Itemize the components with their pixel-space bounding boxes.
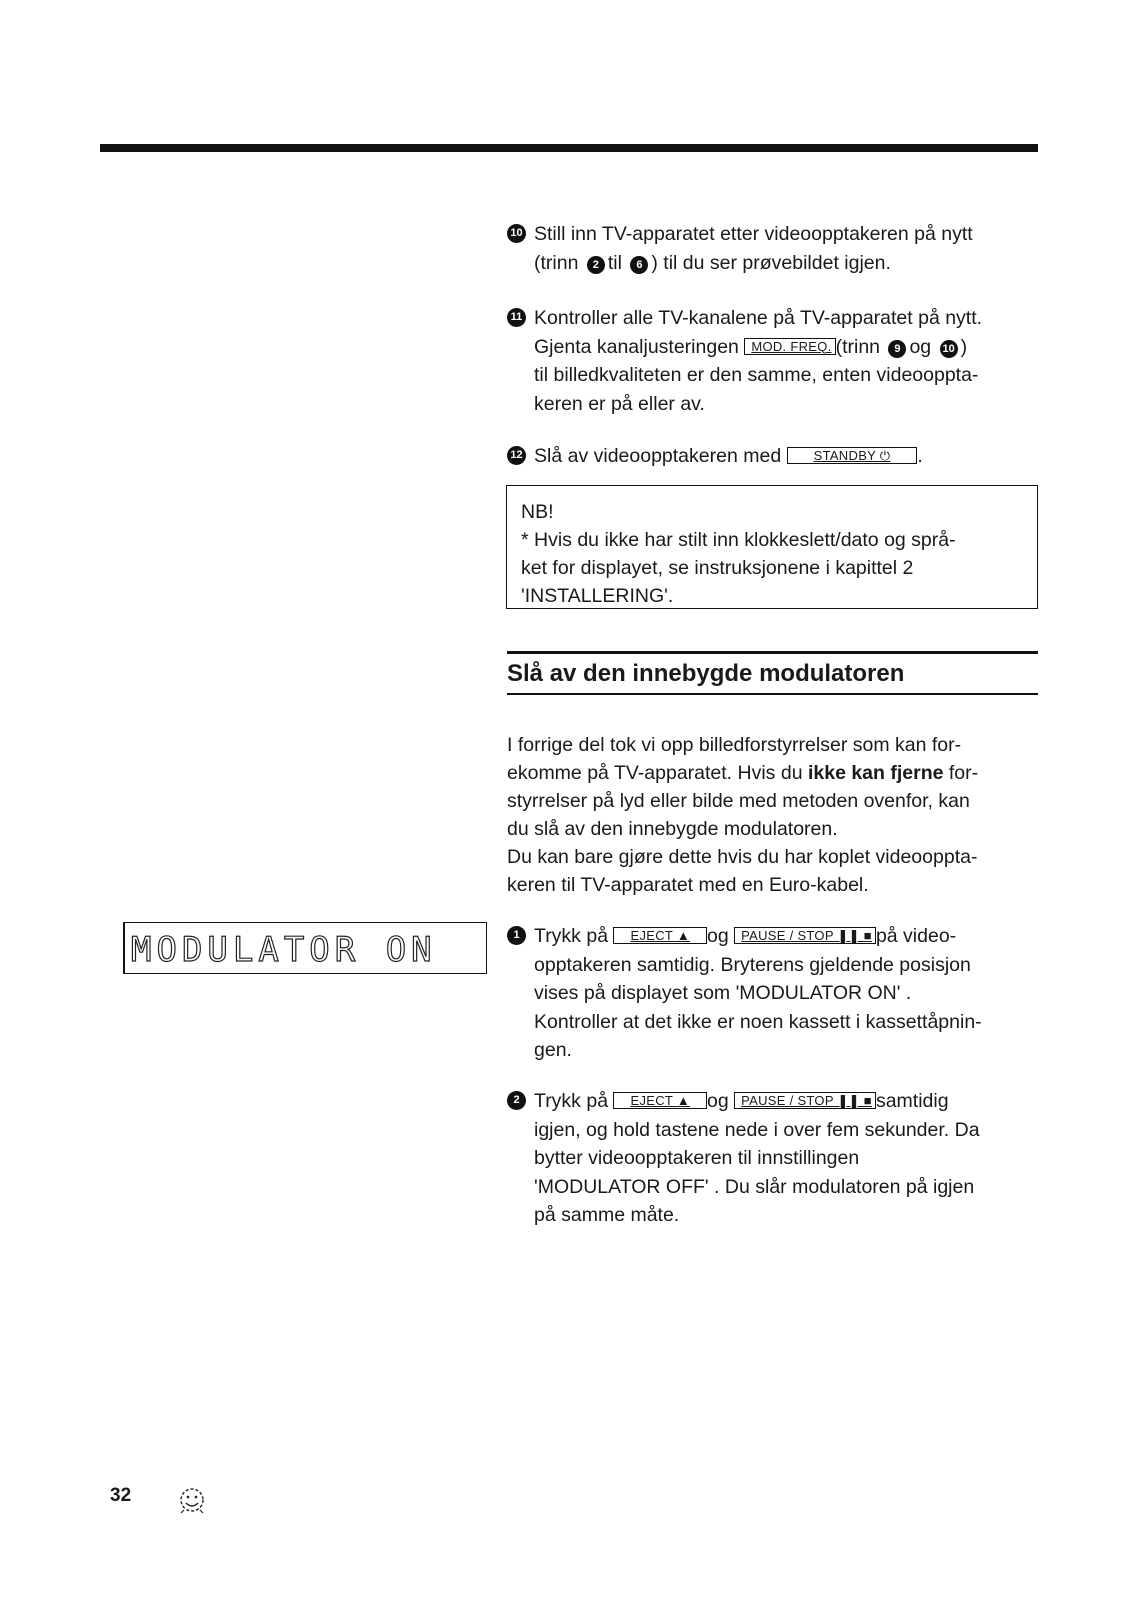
section-rule-bottom xyxy=(507,693,1038,695)
section-rule-top xyxy=(507,651,1038,654)
step-11 xyxy=(507,304,1042,418)
standby-key-label: STANDBY ⏻ xyxy=(787,447,918,464)
note-box xyxy=(506,485,1038,609)
section-title: Slå av den innebygde modulatoren xyxy=(507,660,905,687)
step-reference-badge: 2 xyxy=(587,256,605,274)
step-text: Kontroller alle TV-kanalene på TV-apparatet på nytt. Gjenta kanaljusteringen MOD. FREQ. (trinn 9 og 10 ) til billedkvaliteten er den samme, enten videooppta- keren er på eller av. xyxy=(534,307,983,415)
step-text: Trykk på EJECT ▲ og PAUSE / STOP ❚❚ ■ samtidig igjen, og hold tastene nede i over fem sekunder. Da bytter videoopptakeren til innstillingen 'MODULATOR OFF' . Du slår modulatoren på igjen på samme måte. xyxy=(534,1090,980,1226)
step-number-badge: 11 xyxy=(507,308,526,327)
pause-stop-key-label: PAUSE / STOP ❚❚ ■ xyxy=(734,1092,876,1109)
display-readout: MODULATOR ON xyxy=(131,930,437,970)
step-1 xyxy=(507,922,1042,1065)
page-number: 32 xyxy=(110,1485,132,1506)
step-12 xyxy=(507,442,1042,471)
step-text: Still inn TV-apparatet etter videoopptakeren på nytt (trinn 2 til 6 ) til du ser prøvebildet igjen. xyxy=(534,223,973,274)
step-2 xyxy=(507,1087,1042,1230)
eject-key-label: EJECT ▲ xyxy=(613,927,707,944)
mod-freq-key-label: MOD. FREQ. xyxy=(744,338,835,355)
step-10 xyxy=(507,220,1042,277)
step-number-badge: 10 xyxy=(507,224,526,243)
note-title: NB! xyxy=(521,501,554,523)
step-reference-badge: 9 xyxy=(888,340,906,358)
step-reference-badge: 10 xyxy=(940,340,958,358)
vcr-display-illustration xyxy=(123,922,487,974)
top-rule xyxy=(100,144,1038,152)
emphasis-text: ikke kan fjerne xyxy=(807,762,944,784)
note-line: * Hvis du ikke har stilt inn klokkeslett/dato og språ- xyxy=(521,529,956,551)
eject-key-label: EJECT ▲ xyxy=(613,1092,707,1109)
step-text: Slå av videoopptakeren med STANDBY ⏻ . xyxy=(534,445,923,467)
note-line: 'INSTALLERING'. xyxy=(521,585,674,607)
pause-stop-key-label: PAUSE / STOP ❚❚ ■ xyxy=(734,927,876,944)
segment-display xyxy=(125,923,487,973)
step-text: Trykk på EJECT ▲ og PAUSE / STOP ❚❚ ■ på video- opptakeren samtidig. Bryterens gjeldende posisjon vises på displayet som 'MODULATOR ON' . Kontroller at det ikke er noen kassett i kassettåpnin- gen. xyxy=(534,925,982,1061)
step-number-badge: 12 xyxy=(507,446,526,465)
smiley-face-icon xyxy=(176,1484,210,1518)
note-line: ket for displayet, se instruksjonene i kapittel 2 xyxy=(521,557,914,579)
step-number-badge: 1 xyxy=(507,926,526,945)
step-number-badge: 2 xyxy=(507,1091,526,1110)
section-intro: I forrige del tok vi opp billedforstyrrelser som kan for- ekomme på TV-apparatet. Hvis du ikke kan fjerne for- styrrelser på lyd eller bilde med metoden ovenfor, kan du slå av den innebygde modulatoren. Du kan bare gjøre dette hvis du har koplet videooppta- keren til TV-apparatet med en Euro-kabel. xyxy=(507,734,979,896)
step-reference-badge: 6 xyxy=(630,256,648,274)
